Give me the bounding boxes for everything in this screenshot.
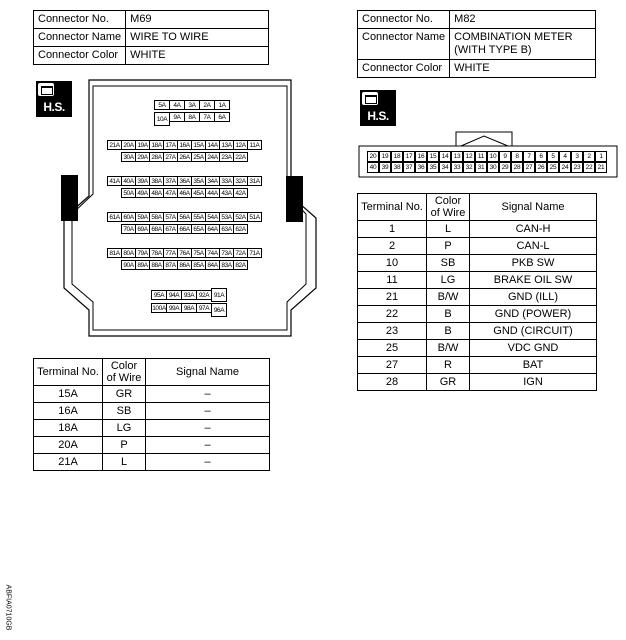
terminal-no-cell: 1 <box>358 221 427 238</box>
connector-name-value: COMBINATION METER (WITH TYPE B) <box>450 29 596 60</box>
pin-cell: 77A <box>163 248 178 258</box>
pin-cell: 54A <box>205 212 220 222</box>
pin-cell: 42A <box>233 188 248 198</box>
connector-color-row <box>358 60 596 78</box>
signal-name-cell: GND (CIRCUIT) <box>470 323 597 340</box>
pin-cell: 10A <box>154 112 170 126</box>
wire-color-cell: B <box>427 306 470 323</box>
signal-name-cell: – <box>146 403 270 420</box>
pin-cell: 92A <box>196 290 212 300</box>
connector-glyph-icon <box>362 92 378 105</box>
pin-cell: 53A <box>219 212 234 222</box>
terminal-no-cell: 21A <box>34 454 103 471</box>
wire-color-cell: P <box>427 238 470 255</box>
pin-cell: 76A <box>177 248 192 258</box>
wire-color-cell: P <box>103 437 146 454</box>
signal-name-cell: CAN-L <box>470 238 597 255</box>
terminal-no-header: Terminal No. <box>358 194 427 221</box>
pin-cell: 83A <box>219 260 234 270</box>
pin-cell: 93A <box>181 290 197 300</box>
pin-cell: 14 <box>439 151 451 162</box>
pin-cell: 57A <box>163 212 178 222</box>
connector-color-value: WHITE <box>450 60 596 78</box>
pin-cell: 17A <box>163 140 178 150</box>
table-row <box>358 306 597 323</box>
pin-cell: 24 <box>559 162 571 173</box>
m69-terminal-table <box>33 358 270 471</box>
pin-cell: 35 <box>427 162 439 173</box>
pin-cell: 37A <box>163 176 178 186</box>
pin-cell: 67A <box>163 224 178 234</box>
wire-color-cell: SB <box>103 403 146 420</box>
pin-cell: 63A <box>219 224 234 234</box>
pin-cell: 41A <box>107 176 122 186</box>
pin-cell: 16A <box>177 140 192 150</box>
pin-cell: 30A <box>121 152 136 162</box>
table-row <box>358 323 597 340</box>
table-row <box>34 437 270 454</box>
pin-cell: 28 <box>511 162 523 173</box>
m82-connector-face <box>358 130 618 180</box>
pin-cell: 40A <box>121 176 136 186</box>
pin-cell: 56A <box>177 212 192 222</box>
table-row <box>358 238 597 255</box>
pin-cell: 5 <box>547 151 559 162</box>
pin-cell: 91A <box>211 288 227 302</box>
pin-cell: 6A <box>214 112 230 122</box>
left-lock-tab <box>61 175 78 221</box>
m82-connector-info <box>357 10 596 78</box>
table-row <box>358 374 597 391</box>
wire-color-cell: SB <box>427 255 470 272</box>
terminal-no-cell: 11 <box>358 272 427 289</box>
connector-no-label: Connector No. <box>34 11 126 29</box>
table-header-row <box>358 194 597 221</box>
pin-cell: 21 <box>595 162 607 173</box>
pin-cell: 80A <box>121 248 136 258</box>
pin-cell: 11A <box>247 140 262 150</box>
pin-cell: 46A <box>177 188 192 198</box>
pin-cell: 52A <box>233 212 248 222</box>
pin-cell: 26 <box>535 162 547 173</box>
pin-cell: 48A <box>149 188 164 198</box>
terminal-no-cell: 28 <box>358 374 427 391</box>
table-row <box>34 403 270 420</box>
wire-color-cell: LG <box>427 272 470 289</box>
connector-name-label: Connector Name <box>358 29 450 60</box>
pin-cell: 31 <box>475 162 487 173</box>
pin-cell: 84A <box>205 260 220 270</box>
signal-name-header: Signal Name <box>146 359 270 386</box>
pin-cell: 75A <box>191 248 206 258</box>
terminal-no-cell: 15A <box>34 386 103 403</box>
pin-cell: 39 <box>379 162 391 173</box>
pin-cell: 95A <box>151 290 167 300</box>
pin-cell: 37 <box>403 162 415 173</box>
terminal-no-cell: 22 <box>358 306 427 323</box>
pin-cell: 7A <box>199 112 215 122</box>
signal-name-cell: PKB SW <box>470 255 597 272</box>
connector-glyph-icon <box>38 83 54 96</box>
pin-cell: 22A <box>233 152 248 162</box>
pin-cell: 31A <box>247 176 262 186</box>
signal-name-cell: – <box>146 386 270 403</box>
pin-cell: 16 <box>415 151 427 162</box>
table-row <box>358 357 597 374</box>
pin-cell: 55A <box>191 212 206 222</box>
pin-cell: 27 <box>523 162 535 173</box>
pin-cell: 15A <box>191 140 206 150</box>
hs-badge-label: H.S. <box>43 100 65 114</box>
terminal-no-cell: 23 <box>358 323 427 340</box>
pin-cell: 13A <box>219 140 234 150</box>
signal-name-cell: VDC GND <box>470 340 597 357</box>
pin-cell: 6 <box>535 151 547 162</box>
pin-cell: 88A <box>149 260 164 270</box>
pin-cell: 94A <box>166 290 182 300</box>
pin-cell: 23A <box>219 152 234 162</box>
pin-cell: 96A <box>211 303 227 317</box>
pin-cell: 61A <box>107 212 122 222</box>
pin-cell: 68A <box>149 224 164 234</box>
signal-name-cell: BAT <box>470 357 597 374</box>
pin-cell: 22 <box>583 162 595 173</box>
wire-color-cell: GR <box>103 386 146 403</box>
pin-cell: 15 <box>427 151 439 162</box>
connector-color-row <box>34 47 269 65</box>
pin-cell: 29 <box>499 162 511 173</box>
pin-cell: 30 <box>487 162 499 173</box>
table-row <box>358 289 597 306</box>
pin-cell: 8 <box>511 151 523 162</box>
pin-cell: 25 <box>547 162 559 173</box>
pin-cell: 4 <box>559 151 571 162</box>
m69-terminal-rows <box>34 386 270 471</box>
pin-cell: 79A <box>135 248 150 258</box>
pin-cell: 1 <box>595 151 607 162</box>
pin-cell: 9 <box>499 151 511 162</box>
pin-cell: 70A <box>121 224 136 234</box>
pin-cell: 47A <box>163 188 178 198</box>
pin-cell: 35A <box>191 176 206 186</box>
pin-cell: 44A <box>205 188 220 198</box>
connector-color-label: Connector Color <box>358 60 450 78</box>
terminal-no-cell: 10 <box>358 255 427 272</box>
pin-cell: 73A <box>219 248 234 258</box>
pin-cell: 40 <box>367 162 379 173</box>
m69-connector-face <box>60 78 320 338</box>
pin-cell: 69A <box>135 224 150 234</box>
pin-cell: 45A <box>191 188 206 198</box>
wire-color-cell: GR <box>427 374 470 391</box>
pin-cell: 62A <box>233 224 248 234</box>
pin-cell: 29A <box>135 152 150 162</box>
pin-cell: 20 <box>367 151 379 162</box>
terminal-no-cell: 20A <box>34 437 103 454</box>
pin-cell: 4A <box>169 100 185 110</box>
m82-terminal-rows <box>358 221 597 391</box>
pin-cell: 97A <box>196 303 212 313</box>
m69-connector-info <box>33 10 269 65</box>
pin-cell: 81A <box>107 248 122 258</box>
signal-name-cell: – <box>146 437 270 454</box>
pin-cell: 86A <box>177 260 192 270</box>
pin-cell: 25A <box>191 152 206 162</box>
pin-cell: 33 <box>451 162 463 173</box>
pin-cell: 19A <box>135 140 150 150</box>
signal-name-cell: BRAKE OIL SW <box>470 272 597 289</box>
pin-cell: 87A <box>163 260 178 270</box>
terminal-no-cell: 25 <box>358 340 427 357</box>
connector-color-label: Connector Color <box>34 47 126 65</box>
table-header-row <box>34 359 270 386</box>
table-row <box>34 454 270 471</box>
pin-cell: 71A <box>247 248 262 258</box>
signal-name-cell: GND (ILL) <box>470 289 597 306</box>
pin-cell: 39A <box>135 176 150 186</box>
wire-color-cell: L <box>427 221 470 238</box>
pin-cell: 10 <box>487 151 499 162</box>
connector-name-value: WIRE TO WIRE <box>126 29 269 47</box>
pin-cell: 11 <box>475 151 487 162</box>
terminal-no-header: Terminal No. <box>34 359 103 386</box>
pin-cell: 18A <box>149 140 164 150</box>
connector-no-label: Connector No. <box>358 11 450 29</box>
pin-cell: 36 <box>415 162 427 173</box>
pin-cell: 3A <box>184 100 200 110</box>
pin-cell: 34A <box>205 176 220 186</box>
table-row <box>358 255 597 272</box>
pin-cell: 59A <box>135 212 150 222</box>
wire-color-cell: LG <box>103 420 146 437</box>
signal-name-cell: – <box>146 454 270 471</box>
pin-cell: 64A <box>205 224 220 234</box>
pin-cell: 72A <box>233 248 248 258</box>
pin-cell: 50A <box>121 188 136 198</box>
pin-cell: 14A <box>205 140 220 150</box>
terminal-no-cell: 2 <box>358 238 427 255</box>
pin-cell: 32 <box>463 162 475 173</box>
pin-cell: 3 <box>571 151 583 162</box>
pin-cell: 66A <box>177 224 192 234</box>
wire-color-cell: B/W <box>427 340 470 357</box>
pin-cell: 2 <box>583 151 595 162</box>
signal-name-cell: CAN-H <box>470 221 597 238</box>
connector-no-row <box>358 11 596 29</box>
pin-cell: 20A <box>121 140 136 150</box>
terminal-no-cell: 16A <box>34 403 103 420</box>
m82-terminal-table <box>357 193 597 391</box>
connector-color-value: WHITE <box>126 47 269 65</box>
hs-badge-label: H.S. <box>367 109 389 123</box>
connector-no-row <box>34 11 269 29</box>
pin-cell: 65A <box>191 224 206 234</box>
table-row <box>358 340 597 357</box>
pin-cell: 12A <box>233 140 248 150</box>
pin-cell: 60A <box>121 212 136 222</box>
pin-cell: 78A <box>149 248 164 258</box>
pin-cell: 1A <box>214 100 230 110</box>
pin-cell: 99A <box>166 303 182 313</box>
pin-cell: 23 <box>571 162 583 173</box>
pin-cell: 38A <box>149 176 164 186</box>
signal-name-cell: IGN <box>470 374 597 391</box>
pin-cell: 7 <box>523 151 535 162</box>
pin-cell: 36A <box>177 176 192 186</box>
wire-color-cell: B/W <box>427 289 470 306</box>
signal-name-cell: GND (POWER) <box>470 306 597 323</box>
pin-cell: 32A <box>233 176 248 186</box>
pin-cell: 26A <box>177 152 192 162</box>
pin-cell: 2A <box>199 100 215 110</box>
pin-cell: 98A <box>181 303 197 313</box>
table-row <box>358 272 597 289</box>
terminal-no-cell: 27 <box>358 357 427 374</box>
terminal-no-cell: 18A <box>34 420 103 437</box>
pin-cell: 28A <box>149 152 164 162</box>
terminal-no-cell: 21 <box>358 289 427 306</box>
pin-cell: 85A <box>191 260 206 270</box>
signal-name-header: Signal Name <box>470 194 597 221</box>
pin-cell: 33A <box>219 176 234 186</box>
connector-name-row <box>358 29 596 60</box>
pin-cell: 58A <box>149 212 164 222</box>
connector-name-row <box>34 29 269 47</box>
pin-cell: 13 <box>451 151 463 162</box>
pin-cell: 74A <box>205 248 220 258</box>
connector-no-value: M69 <box>126 11 269 29</box>
pin-cell: 51A <box>247 212 262 222</box>
pin-cell: 82A <box>233 260 248 270</box>
wire-color-cell: L <box>103 454 146 471</box>
pin-cell: 38 <box>391 162 403 173</box>
pin-cell: 43A <box>219 188 234 198</box>
pin-cell: 27A <box>163 152 178 162</box>
pin-cell: 100A <box>152 305 166 312</box>
wire-color-header: Color of Wire <box>103 359 146 386</box>
pin-cell: 24A <box>205 152 220 162</box>
table-row <box>34 420 270 437</box>
pin-cell: 5A <box>154 100 170 110</box>
connector-name-label: Connector Name <box>34 29 126 47</box>
wire-color-cell: B <box>427 323 470 340</box>
pin-cell: 17 <box>403 151 415 162</box>
pin-cell: 49A <box>135 188 150 198</box>
pin-cell: 12 <box>463 151 475 162</box>
wire-color-cell: R <box>427 357 470 374</box>
pin-cell: 21A <box>107 140 122 150</box>
pin-cell: 9A <box>169 112 185 122</box>
pin-cell: 18 <box>391 151 403 162</box>
table-row <box>358 221 597 238</box>
pin-cell: 89A <box>135 260 150 270</box>
pin-cell: 34 <box>439 162 451 173</box>
figure-code: ABFIA0710GB <box>4 584 12 631</box>
table-row <box>34 386 270 403</box>
hs-harness-side-icon <box>360 90 396 126</box>
right-lock-tab <box>286 176 303 222</box>
pin-cell: 19 <box>379 151 391 162</box>
pin-cell: 8A <box>184 112 200 122</box>
pin-cell: 90A <box>121 260 136 270</box>
connector-no-value: M82 <box>450 11 596 29</box>
wire-color-header: Color of Wire <box>427 194 470 221</box>
signal-name-cell: – <box>146 420 270 437</box>
